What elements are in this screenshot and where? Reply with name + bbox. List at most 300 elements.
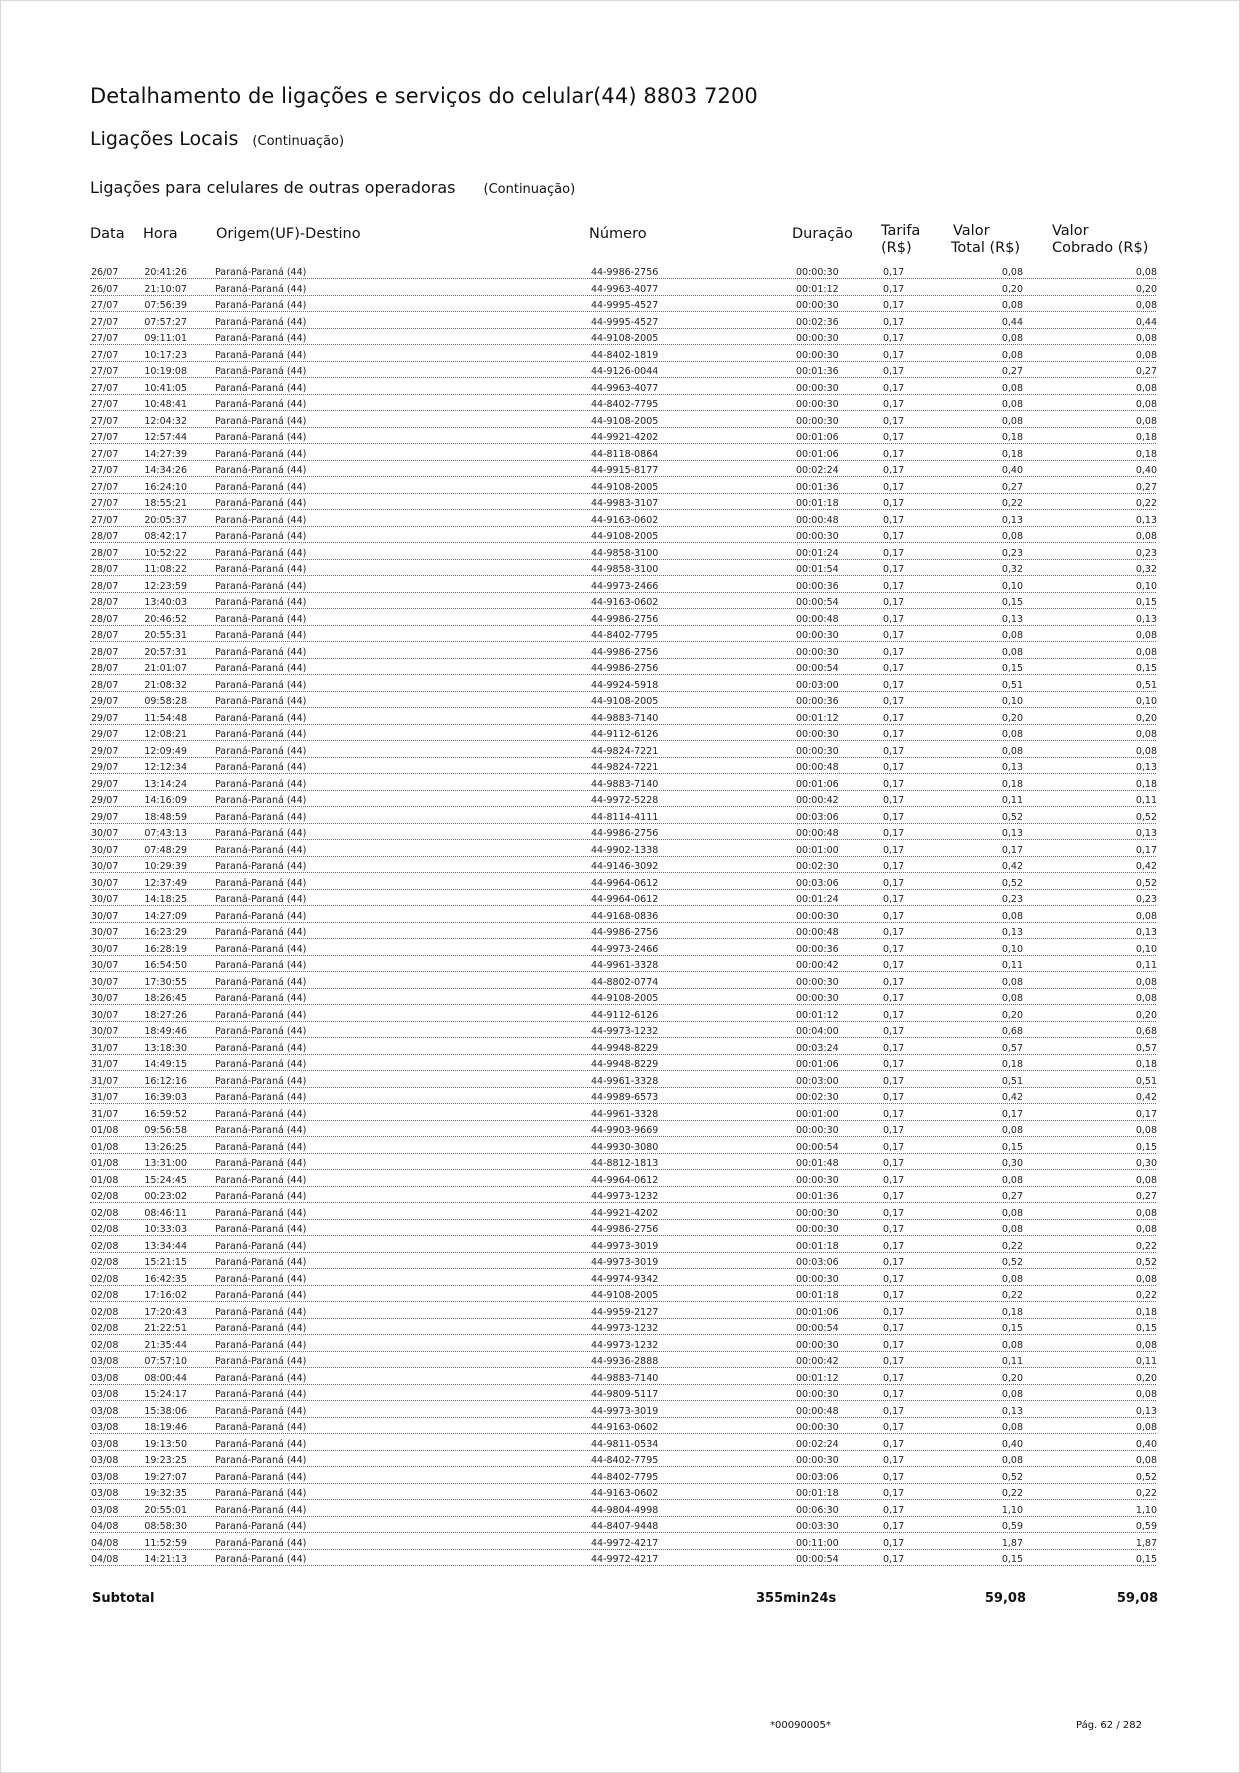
call-number: 44-9930-3080 (591, 1141, 659, 1153)
call-rate: 0,17 (883, 894, 905, 905)
call-time: 08:42:17 (126, 531, 188, 542)
call-time: 13:34:44 (126, 1241, 188, 1252)
call-total: 0,08 (960, 1455, 1024, 1466)
table-row (0, 1058, 1240, 1074)
call-duration: 00:01:48 (796, 1158, 839, 1169)
call-total: 0,13 (960, 762, 1024, 773)
call-date: 02/08 (91, 1207, 119, 1219)
call-number: 44-9986-2756 (591, 828, 659, 839)
call-time: 20:55:31 (126, 630, 188, 641)
call-date: 03/08 (91, 1372, 119, 1384)
call-charged: 1,10 (1090, 1505, 1158, 1516)
call-rate: 0,17 (883, 1339, 905, 1351)
call-number: 44-8812-1813 (591, 1158, 659, 1169)
call-total: 0,52 (960, 1472, 1024, 1483)
call-number: 44-9986-2756 (591, 646, 659, 658)
call-origin: Paraná-Paraná (44) (215, 547, 307, 559)
call-origin: Paraná-Paraná (44) (215, 333, 307, 344)
call-total: 0,08 (960, 1208, 1024, 1219)
call-duration: 00:01:00 (796, 1108, 839, 1120)
call-total: 0,08 (960, 746, 1024, 757)
call-date: 28/07 (91, 580, 119, 592)
call-number: 44-9824-7221 (591, 762, 659, 773)
call-duration: 00:01:12 (796, 283, 839, 295)
col-date-header: Data (90, 226, 125, 242)
call-total: 0,15 (960, 1323, 1024, 1334)
call-duration: 00:00:42 (796, 960, 839, 971)
call-rate: 0,17 (883, 1471, 905, 1483)
call-duration: 00:00:54 (796, 1141, 839, 1153)
call-duration: 00:03:06 (796, 1471, 839, 1483)
call-rate: 0,17 (883, 448, 905, 460)
call-time: 16:39:03 (126, 1092, 188, 1103)
call-origin: Paraná-Paraná (44) (215, 283, 307, 295)
call-time: 09:11:01 (126, 333, 188, 344)
call-origin: Paraná-Paraná (44) (215, 382, 307, 394)
call-total: 0,08 (960, 1125, 1024, 1136)
call-date: 29/07 (91, 729, 119, 740)
call-charged: 0,08 (1090, 1175, 1158, 1186)
call-rate: 0,17 (883, 432, 905, 443)
call-number: 44-9973-3019 (591, 1405, 659, 1417)
call-origin: Paraná-Paraná (44) (215, 1158, 307, 1169)
call-number: 44-9986-2756 (591, 267, 659, 278)
call-number: 44-9986-2756 (591, 927, 659, 938)
col-charged-header-line2: Cobrado (R$) (1052, 240, 1149, 256)
call-total: 0,15 (960, 1142, 1024, 1153)
call-duration: 00:02:24 (796, 465, 839, 476)
call-duration: 00:01:12 (796, 1372, 839, 1384)
call-rate: 0,17 (883, 1290, 905, 1301)
call-number: 44-8402-7795 (591, 630, 659, 641)
call-number: 44-9883-7140 (591, 778, 659, 790)
call-duration: 00:00:30 (796, 1389, 839, 1400)
call-date: 27/07 (91, 448, 119, 460)
call-rate: 0,17 (883, 1438, 905, 1450)
table-row (0, 1256, 1240, 1272)
call-origin: Paraná-Paraná (44) (215, 795, 307, 806)
call-total: 0,51 (960, 680, 1024, 691)
call-time: 18:48:59 (126, 812, 188, 823)
call-rate: 0,17 (883, 762, 905, 773)
call-rate: 0,17 (883, 349, 905, 361)
table-row (0, 844, 1240, 860)
call-duration: 00:02:36 (796, 316, 839, 328)
call-charged: 0,08 (1090, 1224, 1158, 1235)
call-duration: 00:04:00 (796, 1026, 839, 1037)
call-charged: 0,13 (1090, 1406, 1158, 1417)
call-number: 44-9963-4077 (591, 382, 659, 394)
call-number: 44-9959-2127 (591, 1306, 659, 1318)
call-total: 0,23 (960, 894, 1024, 905)
call-origin: Paraná-Paraná (44) (215, 1009, 307, 1021)
call-total: 0,13 (960, 1406, 1024, 1417)
page-number: Pág. 62 / 282 (1076, 1720, 1142, 1731)
table-row (0, 1273, 1240, 1289)
table-row (0, 761, 1240, 777)
subsection-title (90, 178, 575, 197)
subtotal-duration: 355min24s (756, 1591, 837, 1606)
call-date: 29/07 (91, 778, 119, 790)
call-date: 27/07 (91, 432, 119, 443)
call-time: 10:48:41 (126, 399, 188, 410)
call-date: 31/07 (91, 1108, 119, 1120)
table-row (0, 679, 1240, 695)
call-duration: 00:00:48 (796, 927, 839, 938)
call-origin: Paraná-Paraná (44) (215, 531, 307, 542)
call-charged: 0,32 (1090, 564, 1158, 575)
call-charged: 0,20 (1090, 1010, 1158, 1021)
call-charged: 0,51 (1090, 680, 1158, 691)
call-number: 44-9961-3328 (591, 1075, 659, 1087)
table-row (0, 464, 1240, 480)
call-total: 0,08 (960, 1340, 1024, 1351)
call-date: 04/08 (91, 1521, 119, 1532)
table-row (0, 646, 1240, 662)
call-number: 44-9995-4527 (591, 316, 659, 328)
call-duration: 00:01:06 (796, 1306, 839, 1318)
table-row (0, 332, 1240, 348)
table-row (0, 811, 1240, 827)
call-date: 26/07 (91, 267, 119, 278)
call-duration: 00:01:06 (796, 448, 839, 460)
call-total: 0,13 (960, 828, 1024, 839)
call-date: 31/07 (91, 1092, 119, 1103)
call-origin: Paraná-Paraná (44) (215, 1125, 307, 1136)
table-row (0, 1471, 1240, 1487)
call-rate: 0,17 (883, 564, 905, 575)
call-origin: Paraná-Paraná (44) (215, 1372, 307, 1384)
table-row (0, 695, 1240, 711)
call-origin: Paraná-Paraná (44) (215, 448, 307, 460)
call-rate: 0,17 (883, 795, 905, 806)
call-date: 03/08 (91, 1405, 119, 1417)
call-time: 18:26:45 (126, 993, 188, 1004)
table-row (0, 530, 1240, 546)
call-total: 0,18 (960, 449, 1024, 460)
section-name: Ligações Locais (90, 128, 239, 150)
call-charged: 0,08 (1090, 630, 1158, 641)
call-total: 0,08 (960, 399, 1024, 410)
call-number: 44-9804-4998 (591, 1504, 659, 1516)
call-charged: 0,10 (1090, 696, 1158, 707)
call-total: 0,27 (960, 482, 1024, 493)
call-date: 02/08 (91, 1306, 119, 1318)
call-total: 0,13 (960, 515, 1024, 526)
call-date: 02/08 (91, 1240, 119, 1252)
call-number: 44-9973-3019 (591, 1257, 659, 1268)
call-date: 04/08 (91, 1537, 119, 1549)
call-time: 07:56:39 (126, 300, 188, 311)
call-total: 0,08 (960, 1389, 1024, 1400)
call-origin: Paraná-Paraná (44) (215, 1438, 307, 1450)
call-time: 12:37:49 (126, 878, 188, 889)
call-total: 0,27 (960, 366, 1024, 377)
col-number-header: Número (589, 226, 647, 242)
call-date: 28/07 (91, 547, 119, 559)
call-total: 0,08 (960, 729, 1024, 740)
call-duration: 00:01:06 (796, 778, 839, 790)
call-total: 0,13 (960, 927, 1024, 938)
table-row (0, 1537, 1240, 1553)
call-origin: Paraná-Paraná (44) (215, 300, 307, 311)
call-total: 0,23 (960, 548, 1024, 559)
col-rate-header-line1: Tarifa (881, 223, 921, 239)
call-time: 16:54:50 (126, 960, 188, 971)
call-total: 0,15 (960, 663, 1024, 674)
call-number: 44-9168-0836 (591, 910, 659, 922)
call-origin: Paraná-Paraná (44) (215, 597, 307, 608)
call-total: 0,51 (960, 1076, 1024, 1087)
call-date: 30/07 (91, 844, 119, 856)
call-date: 30/07 (91, 993, 119, 1004)
call-number: 44-8402-7795 (591, 1471, 659, 1483)
call-total: 0,22 (960, 1290, 1024, 1301)
call-total: 0,08 (960, 333, 1024, 344)
call-origin: Paraná-Paraná (44) (215, 498, 307, 509)
call-charged: 0,08 (1090, 746, 1158, 757)
call-origin: Paraná-Paraná (44) (215, 663, 307, 674)
call-time: 13:40:03 (126, 597, 188, 608)
call-time: 07:57:10 (126, 1356, 188, 1367)
call-date: 02/08 (91, 1290, 119, 1301)
call-total: 0,08 (960, 1175, 1024, 1186)
call-date: 31/07 (91, 1059, 119, 1070)
call-number: 44-9858-3100 (591, 547, 659, 559)
col-charged-header (1052, 223, 1148, 257)
call-origin: Paraná-Paraná (44) (215, 481, 307, 493)
call-duration: 00:01:12 (796, 712, 839, 724)
call-charged: 0,18 (1090, 1059, 1158, 1070)
call-rate: 0,17 (883, 1257, 905, 1268)
call-rate: 0,17 (883, 1356, 905, 1367)
call-origin: Paraná-Paraná (44) (215, 1488, 307, 1499)
call-number: 44-9986-2756 (591, 613, 659, 625)
call-date: 01/08 (91, 1158, 119, 1169)
call-origin: Paraná-Paraná (44) (215, 1207, 307, 1219)
table-row (0, 745, 1240, 761)
call-duration: 00:03:24 (796, 1042, 839, 1054)
call-total: 0,11 (960, 1356, 1024, 1367)
call-origin: Paraná-Paraná (44) (215, 1504, 307, 1516)
call-total: 0,08 (960, 1224, 1024, 1235)
call-number: 44-9964-0612 (591, 894, 659, 905)
call-origin: Paraná-Paraná (44) (215, 349, 307, 361)
call-time: 14:34:26 (126, 465, 188, 476)
call-rate: 0,17 (883, 1009, 905, 1021)
table-row (0, 1306, 1240, 1322)
call-total: 0,08 (960, 911, 1024, 922)
call-rate: 0,17 (883, 1059, 905, 1070)
call-origin: Paraná-Paraná (44) (215, 1455, 307, 1466)
call-duration: 00:06:30 (796, 1504, 839, 1516)
call-number: 44-8402-7795 (591, 399, 659, 410)
call-charged: 0,08 (1090, 399, 1158, 410)
call-total: 0,52 (960, 812, 1024, 823)
table-row (0, 1388, 1240, 1404)
call-charged: 0,40 (1090, 1439, 1158, 1450)
call-duration: 00:02:24 (796, 1438, 839, 1450)
call-rate: 0,17 (883, 745, 905, 757)
call-number: 44-9112-6126 (591, 729, 659, 740)
col-time-header: Hora (143, 226, 178, 242)
call-number: 44-9961-3328 (591, 960, 659, 971)
table-row (0, 877, 1240, 893)
call-origin: Paraná-Paraná (44) (215, 844, 307, 856)
call-origin: Paraná-Paraná (44) (215, 1141, 307, 1153)
call-origin: Paraná-Paraná (44) (215, 696, 307, 707)
subtotal-label: Subtotal (92, 1591, 155, 1606)
call-rate: 0,17 (883, 514, 905, 526)
call-rate: 0,17 (883, 283, 905, 295)
call-time: 13:14:24 (126, 779, 188, 790)
call-rate: 0,17 (883, 1422, 905, 1433)
call-number: 44-9961-3328 (591, 1108, 659, 1120)
call-rate: 0,17 (883, 1158, 905, 1169)
subsection-continuation: (Continuação) (483, 182, 576, 197)
call-origin: Paraná-Paraná (44) (215, 1108, 307, 1120)
call-duration: 00:01:24 (796, 894, 839, 905)
call-charged: 0,15 (1090, 1323, 1158, 1334)
table-row (0, 448, 1240, 464)
call-number: 44-9948-8229 (591, 1042, 659, 1054)
call-total: 0,08 (960, 630, 1024, 641)
table-row (0, 1141, 1240, 1157)
call-number: 44-9921-4202 (591, 432, 659, 443)
table-row (0, 1240, 1240, 1256)
call-charged: 0,44 (1090, 317, 1158, 328)
call-rate: 0,17 (883, 531, 905, 542)
table-row (0, 1223, 1240, 1239)
call-duration: 00:00:30 (796, 1422, 839, 1433)
table-row (0, 398, 1240, 414)
col-total-header-line1: Valor (953, 223, 990, 239)
call-rate: 0,17 (883, 696, 905, 707)
call-time: 12:23:59 (126, 581, 188, 592)
table-row (0, 910, 1240, 926)
call-date: 04/08 (91, 1554, 119, 1565)
table-row (0, 1339, 1240, 1355)
table-row (0, 1042, 1240, 1058)
call-duration: 00:01:18 (796, 1488, 839, 1499)
call-charged: 0,13 (1090, 614, 1158, 625)
table-row (0, 992, 1240, 1008)
table-row (0, 1372, 1240, 1388)
call-time: 21:08:32 (126, 680, 188, 691)
call-time: 14:27:09 (126, 911, 188, 922)
table-row (0, 926, 1240, 942)
call-date: 30/07 (91, 828, 119, 839)
call-charged: 0,11 (1090, 960, 1158, 971)
call-duration: 00:03:06 (796, 1257, 839, 1268)
call-rate: 0,17 (883, 712, 905, 724)
call-charged: 0,08 (1090, 1422, 1158, 1433)
call-date: 27/07 (91, 498, 119, 509)
call-number: 44-9163-0602 (591, 1422, 659, 1433)
call-number: 44-9995-4527 (591, 300, 659, 311)
table-row (0, 349, 1240, 365)
call-time: 10:41:05 (126, 383, 188, 394)
call-duration: 00:11:00 (796, 1537, 839, 1549)
call-number: 44-9108-2005 (591, 415, 659, 427)
col-rate-header (881, 223, 920, 257)
call-total: 0,10 (960, 581, 1024, 592)
call-charged: 0,18 (1090, 449, 1158, 460)
call-time: 20:46:52 (126, 614, 188, 625)
table-row (0, 497, 1240, 513)
call-date: 27/07 (91, 481, 119, 493)
call-total: 0,57 (960, 1043, 1024, 1054)
call-total: 0,68 (960, 1026, 1024, 1037)
call-charged: 0,18 (1090, 1307, 1158, 1318)
call-duration: 00:03:00 (796, 1075, 839, 1087)
call-number: 44-8402-1819 (591, 349, 659, 361)
call-total: 1,10 (960, 1505, 1024, 1516)
call-date: 03/08 (91, 1438, 119, 1450)
call-date: 29/07 (91, 712, 119, 724)
call-rate: 0,17 (883, 993, 905, 1004)
table-row (0, 514, 1240, 530)
call-origin: Paraná-Paraná (44) (215, 1405, 307, 1417)
call-time: 15:24:45 (126, 1175, 188, 1186)
call-number: 44-8114-4111 (591, 811, 659, 823)
table-row (0, 563, 1240, 579)
subtotal-charged: 59,08 (1116, 1591, 1158, 1606)
call-origin: Paraná-Paraná (44) (215, 1224, 307, 1235)
table-row (0, 382, 1240, 398)
call-origin: Paraná-Paraná (44) (215, 316, 307, 328)
table-row (0, 728, 1240, 744)
call-origin: Paraná-Paraná (44) (215, 1191, 307, 1202)
call-charged: 0,08 (1090, 1340, 1158, 1351)
call-rate: 0,17 (883, 415, 905, 427)
call-time: 12:12:34 (126, 762, 188, 773)
call-duration: 00:00:30 (796, 300, 839, 311)
call-rate: 0,17 (883, 1405, 905, 1417)
call-time: 07:48:29 (126, 845, 188, 856)
call-rate: 0,17 (883, 382, 905, 394)
call-origin: Paraná-Paraná (44) (215, 1339, 307, 1351)
call-duration: 00:03:06 (796, 811, 839, 823)
table-row (0, 1190, 1240, 1206)
call-duration: 00:00:48 (796, 828, 839, 839)
table-row (0, 860, 1240, 876)
call-rate: 0,17 (883, 498, 905, 509)
call-number: 44-9964-0612 (591, 1174, 659, 1186)
table-row (0, 1174, 1240, 1190)
call-rate: 0,17 (883, 597, 905, 608)
call-rate: 0,17 (883, 1537, 905, 1549)
call-origin: Paraná-Paraná (44) (215, 399, 307, 410)
call-time: 18:55:21 (126, 498, 188, 509)
call-rate: 0,17 (883, 267, 905, 278)
call-time: 13:26:25 (126, 1142, 188, 1153)
call-time: 21:01:07 (126, 663, 188, 674)
call-rate: 0,17 (883, 1026, 905, 1037)
call-rate: 0,17 (883, 1240, 905, 1252)
call-total: 0,27 (960, 1191, 1024, 1202)
call-origin: Paraná-Paraná (44) (215, 1273, 307, 1285)
call-charged: 0,17 (1090, 1109, 1158, 1120)
call-number: 44-9163-0602 (591, 597, 659, 608)
call-total: 0,59 (960, 1521, 1024, 1532)
call-rate: 0,17 (883, 399, 905, 410)
call-date: 28/07 (91, 663, 119, 674)
call-duration: 00:00:30 (796, 1125, 839, 1136)
call-rate: 0,17 (883, 1521, 905, 1532)
call-number: 44-8407-9448 (591, 1521, 659, 1532)
table-row (0, 283, 1240, 299)
